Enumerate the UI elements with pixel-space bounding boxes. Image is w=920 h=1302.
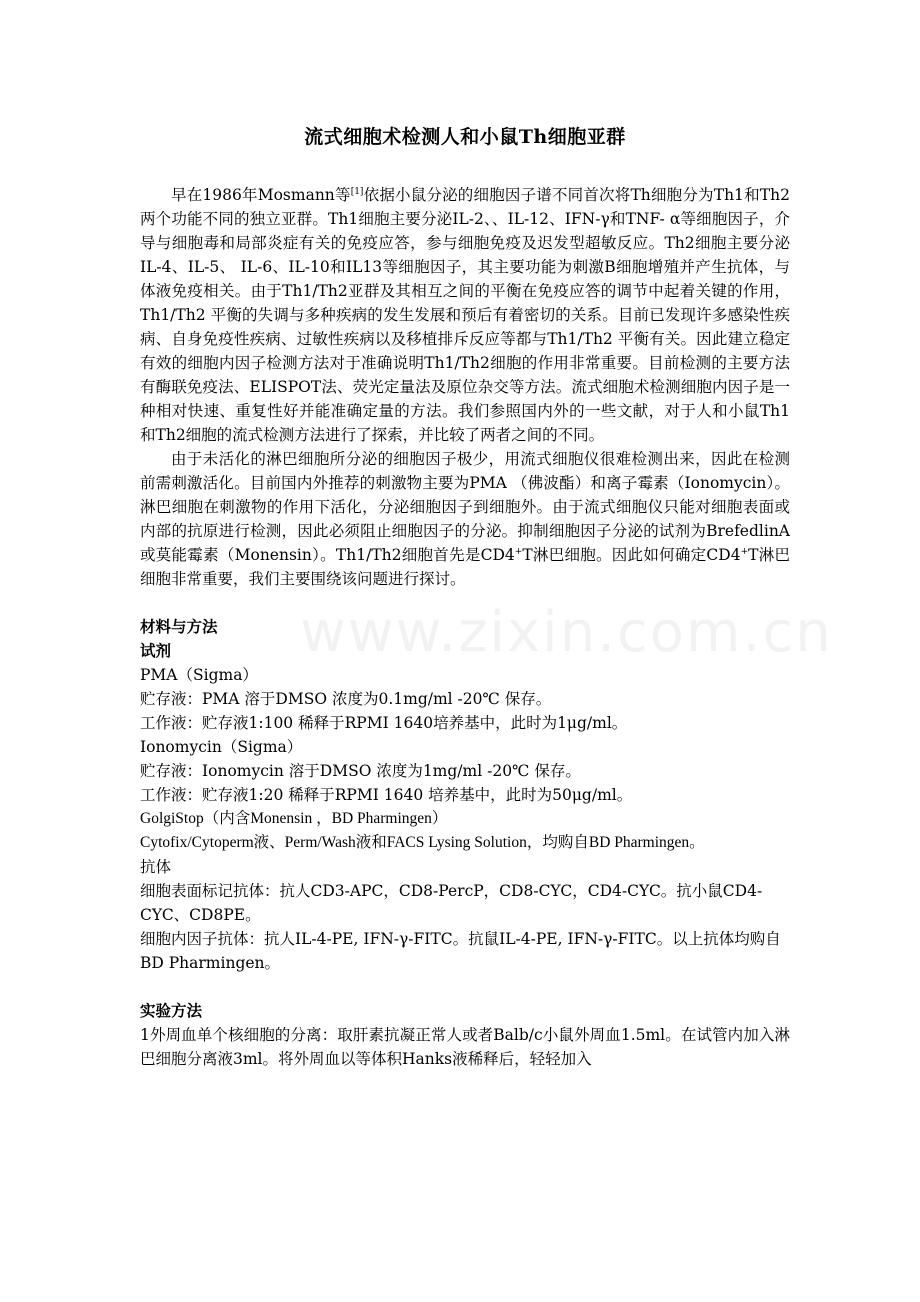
section-gap — [140, 591, 790, 615]
reagent-line: 贮存液：Ionomycin 溶于DMSO 浓度为1mg/ml -20℃ 保存。 — [140, 762, 581, 780]
intracellular-antibody-line: 细胞内因子抗体：抗人IL-4-PE, IFN-γ-FITC。抗鼠IL-4-PE, IFN-γ-FITC。以上抗体均购自BD Pharmingen。 — [140, 930, 781, 972]
intro-p2-part2: T淋巴细胞。因此如何确定CD4 — [522, 546, 741, 564]
experiment-paragraph: 1外周血单个核细胞的分离：取肝素抗凝正常人或者Balb/c小鼠外周血1.5ml。在试管内加入淋巴细胞分离液3ml。将外周血以等体积Hanks液稀释后，轻轻加入 — [140, 1026, 790, 1068]
intro-p1-part1: 早在1986年Mosmann等 — [171, 186, 351, 204]
intro-paragraph-2 — [140, 447, 790, 591]
reagent-line: PMA（Sigma） — [140, 666, 258, 684]
surface-antibody-line: 细胞表面标记抗体：抗人CD3-APC，CD8-PercP，CD8-CYC，CD4-CYC。抗小鼠CD4-CYC、CD8PE。 — [140, 882, 763, 924]
document-page — [140, 0, 790, 1302]
intro-paragraph-1 — [140, 183, 790, 447]
section-gap — [140, 975, 790, 999]
intro-p2-part3: T淋巴细胞非常重要，我们主要围绕该问题进行探讨。 — [140, 546, 790, 588]
document-body — [140, 183, 790, 1071]
section-heading-methods: 材料与方法 — [140, 618, 218, 636]
subheading-reagents: 试剂 — [140, 642, 172, 660]
subheading-antibody: 抗体 — [140, 858, 172, 876]
intro-p2-part1: 由于未活化的淋巴细胞所分泌的细胞因子极少，用流式细胞仪很难检测出来，因此在检测前需刺激活化。目前国内外推荐的刺激物主要为PMA （佛波酯）和离子霉素（Ionomycin）。 淋巴细胞在刺激物的作用下活化，分泌细胞因子到细胞外。由于流式细胞仪只能对细胞表面或内部的抗原进行检测，因此必须阻止细胞因子的分泌。抑制细胞因子分泌的试剂为BrefedlinA或莫能霉素（Monensin）。Th1/Th2细胞首先是CD4 — [140, 450, 790, 564]
document-title: 流式细胞术检测人和小鼠Th细胞亚群 — [304, 126, 626, 148]
reagent-line: 工作液：贮存液1:20 稀释于RPMI 1640 培养基中，此时为50μg/ml。 — [140, 786, 633, 804]
reagent-line: Ionomycin（Sigma） — [140, 738, 303, 756]
reagent-line: 工作液：贮存液1:100 稀释于RPMI 1640培养基中，此时为1μg/ml。 — [140, 714, 628, 732]
reagent-line: 贮存液：PMA 溶于DMSO 浓度为0.1mg/ml -20℃ 保存。 — [140, 690, 552, 708]
cytofix-line: Cytofix/Cytoperm液、Perm/Wash液和FACS Lysing Solution，均购自BD Pharmingen。 — [140, 834, 705, 851]
intro-p1-part2: 依据小鼠分泌的细胞因子谱不同首次将Th细胞分为Th1和Th2两个功能不同的独立亚群。Th1细胞主要分泌IL-2、、IL-12、IFN-γ和TNF- α等细胞因子，介导与细胞毒和局部炎症有关的免疫应答，参与细胞免疫及迟发型超敏反应。Th2细胞主要分泌IL-4、IL-5、 IL-6、IL-10和IL13等细胞因子，其主要功能为刺激B细胞增殖并产生抗体，与体液免疫相关。由于Th1/Th2亚群及其相互之间的平衡在免疫应答的调节中起着关键的作用，Th1/Th2 平衡的失调与多种疾病的发生发展和预后有着密切的关系。目前已发现许多感染性疾病、自身免疫性疾病、过敏性疾病以及移植排斥反应等都与Th1/Th2 平衡有关。因此建立稳定有效的细胞内因子检测方法对于准确说明Th1/Th2细胞的作用非常重要。目前检测的主要方法有酶联免疫法、ELISPOT法、荧光定量法及原位杂交等方法。流式细胞术检测细胞内因子是一种相对快速、重复性好并能准确定量的方法。我们参照国内外的一些文献，对于人和小鼠Th1和Th2细胞的流式检测方法进行了探索，并比较了两者之间的不同。 — [140, 186, 790, 444]
superscript-plus: + — [740, 546, 749, 557]
superscript-plus: + — [514, 546, 523, 557]
reagent-line: GolgiStop（内含Monensin ，BD Pharmingen） — [140, 810, 448, 827]
watermark-text: www.zixin.com.cn — [300, 600, 833, 665]
section-heading-experiment: 实验方法 — [140, 1002, 203, 1020]
reference-marker: [1] — [350, 186, 364, 197]
